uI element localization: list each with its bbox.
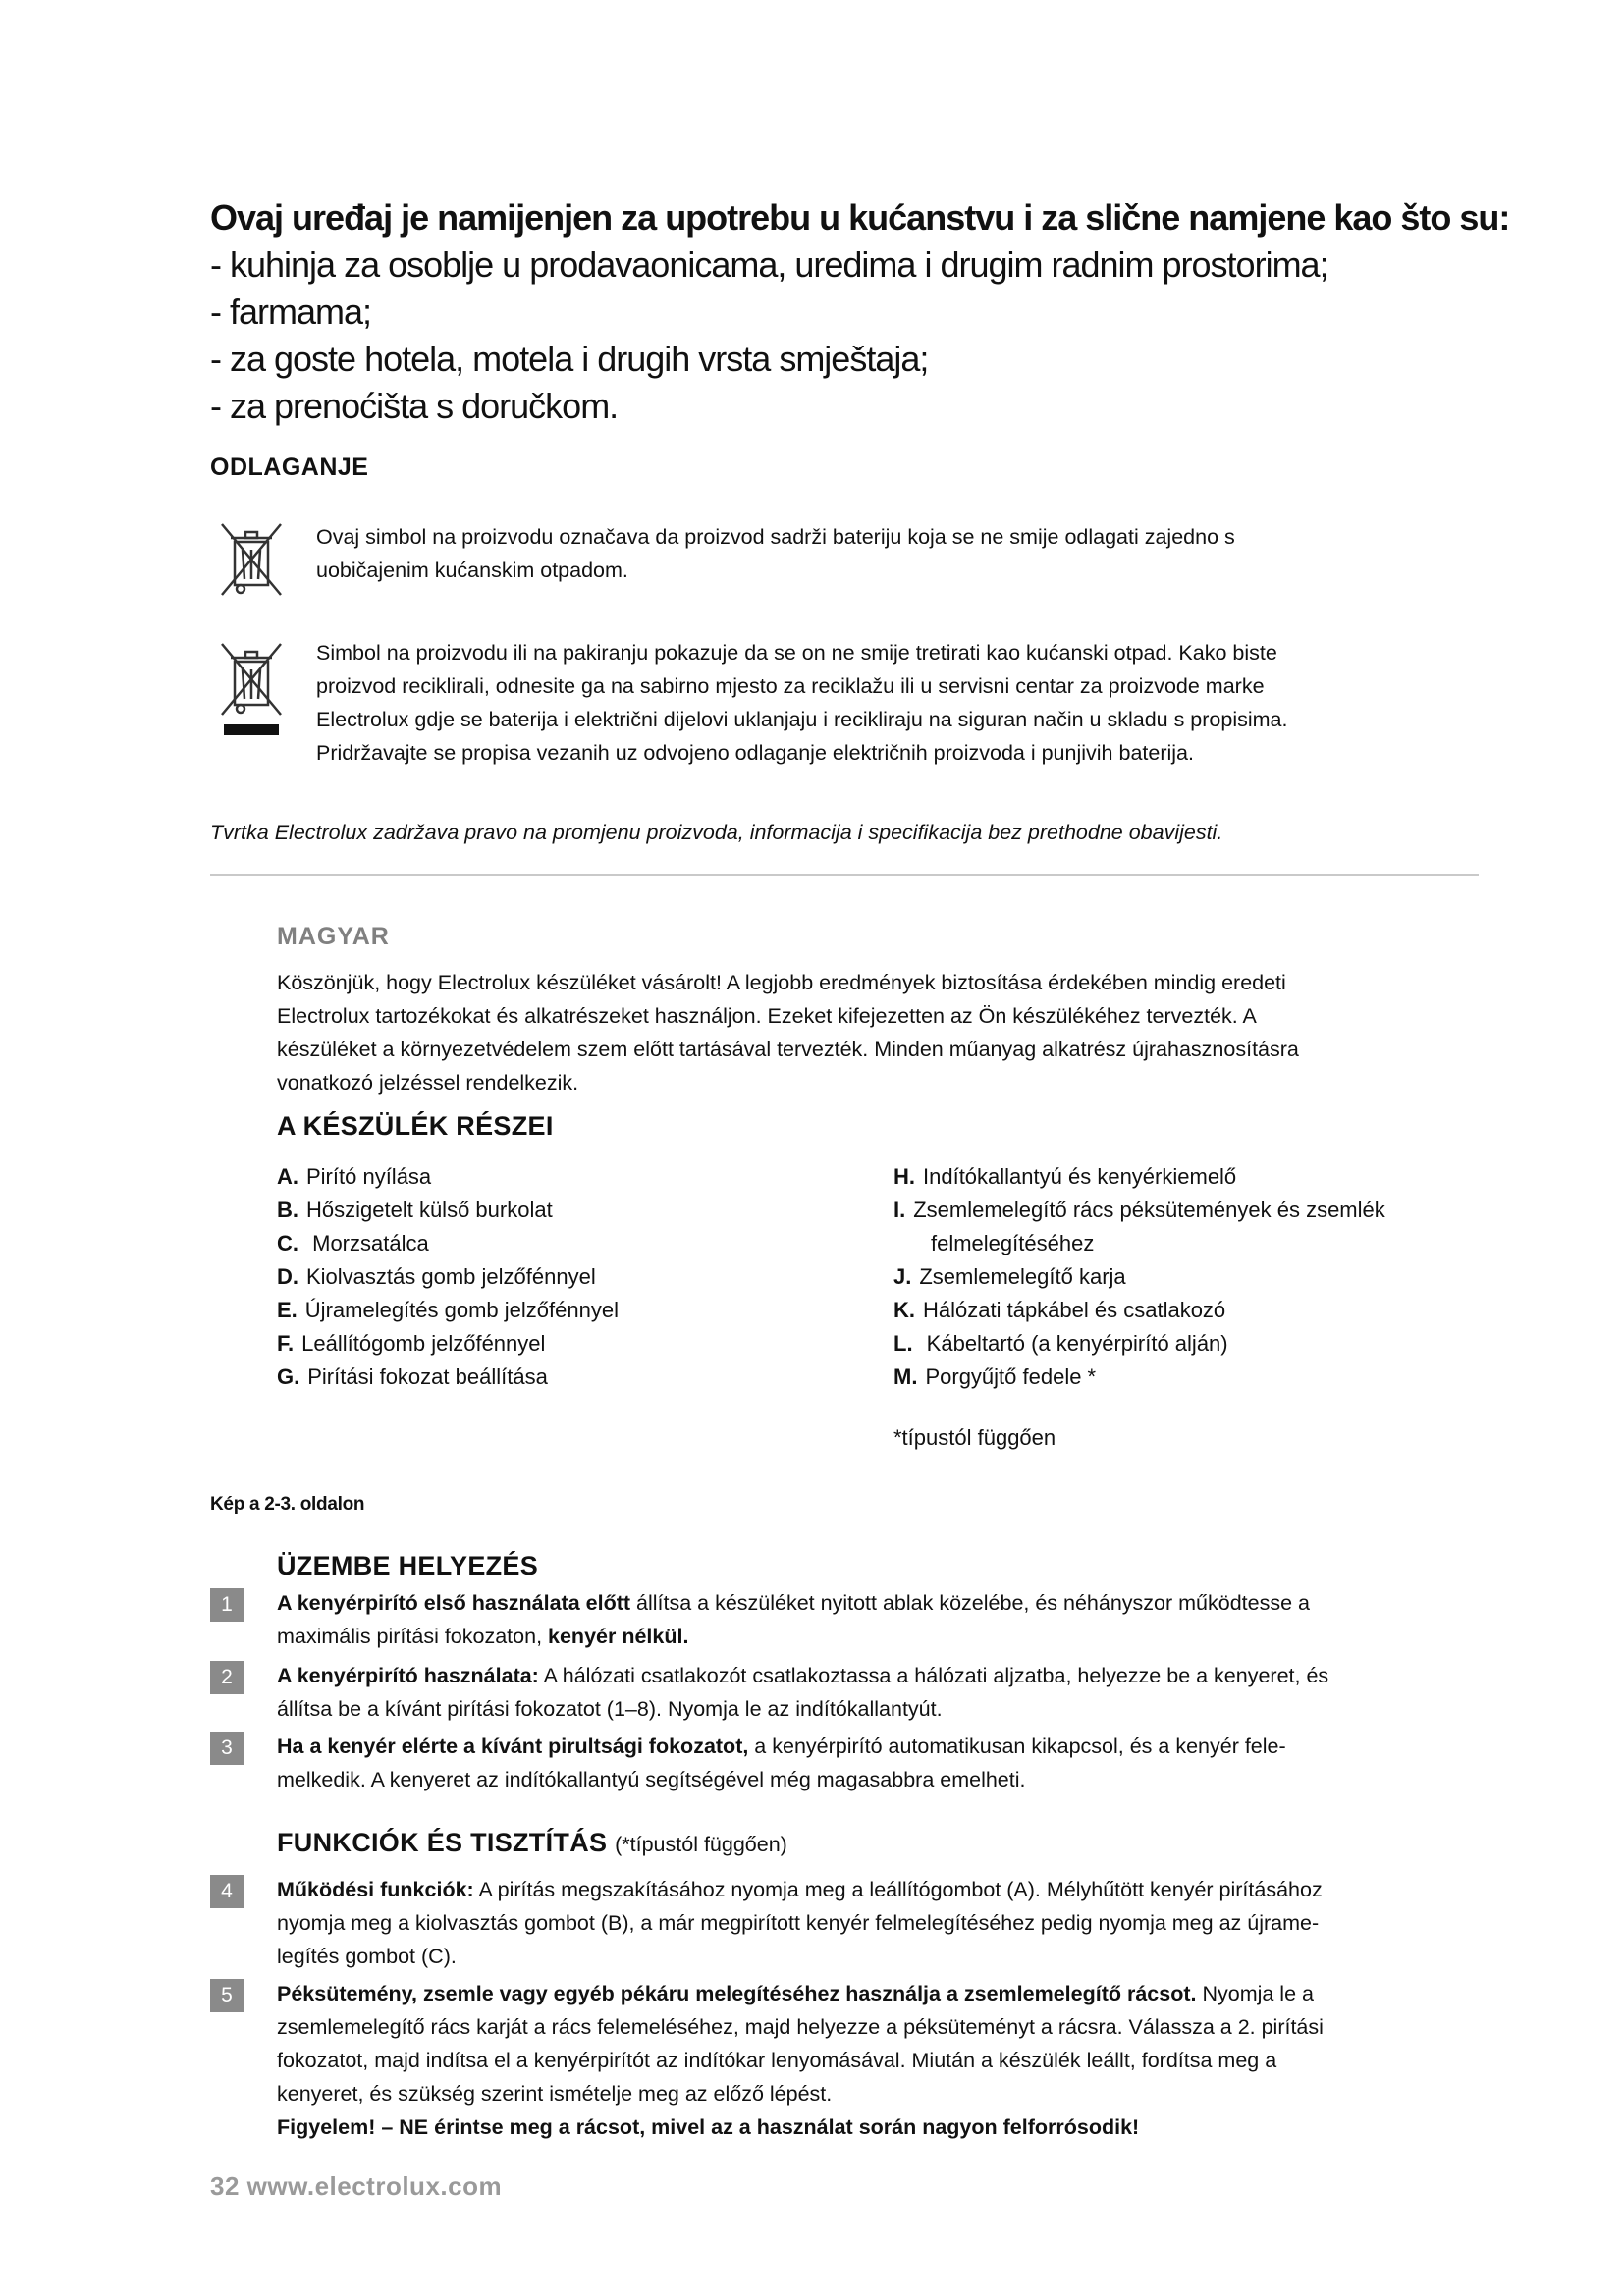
page-footer: 32 www.electrolux.com (210, 2171, 503, 2201)
step-line: fokozatot, majd indítsa el a kenyérpirítót az indítókar lenyomásával. Miután a készülék leállt, fordítsa meg a (277, 2049, 1277, 2072)
intended-use-item: - za goste hotela, motela i drugih vrsta smještaja; (210, 339, 929, 379)
intended-use-item: - za prenoćišta s doručkom. (210, 386, 619, 426)
part-item: L. Kábeltartó (a kenyérpirító alján) (893, 1331, 1228, 1356)
step-number: 4 (210, 1875, 244, 1908)
step-text (277, 1730, 1480, 1796)
disposal-text-weee: Simbol na proizvodu ili na pakiranju pokazuje da se on ne smije tretirati kao kućanski otpad. Kako biste proizvod reciklirali, odnesite ga na sabirno mjesto za reciklažu ili u servisni centar za proizvode marke Electrolux gdje se baterija i električni dijelovi uklanjaju i recikliraju na siguran način u skladu s propisima. Pridržavajte se propisa vezanih uz odvojeno odlaganje električnih proizvoda i punjivih baterija. (316, 641, 1288, 765)
parts-list-left (277, 1160, 619, 1394)
parts-heading: A KÉSZÜLÉK RÉSZEI (277, 1111, 554, 1141)
step-line: legítés gombot (C). (277, 1945, 457, 1968)
language-heading: MAGYAR (277, 923, 390, 950)
part-item-continued: felmelegítéséhez (931, 1231, 1095, 1255)
part-item: H. Indítókallantyú és kenyérkiemelő (893, 1164, 1237, 1189)
part-item: F. Leállítógomb jelzőfénnyel (277, 1331, 546, 1356)
part-item: I. Zsemlemelegítő rács péksütemények és zsemlék (893, 1198, 1385, 1222)
step-line: Ha a kenyér elérte a kívánt pirultsági fokozatot, a kenyérpirító automatikusan kikapcsol, és a kenyér fele- (277, 1735, 1286, 1758)
hungarian-intro: Köszönjük, hogy Electrolux készüléket vásárolt! A legjobb eredmények biztosítása érdekében mindig eredeti Electrolux tartozékokat és alkatrészeket használjon. Ezeket kifejezetten az Ön készülékéhez tervezték. A készüléket a környezetvédelem szem előtt tartásával tervezték. Minden műanyag alkatrész újrahasznosításra vonatkozó jelzéssel rendelkezik. (277, 971, 1299, 1095)
change-notice: Tvrtka Electrolux zadržava pravo na promjenu proizvoda, informacija i specifikacija bez prethodne obavijesti. (210, 821, 1223, 844)
intended-use-item: - kuhinja za osoblje u prodavaonicama, uredima i drugim radnim prostorima; (210, 244, 1328, 285)
parts-list-right (893, 1160, 1385, 1394)
part-item: A. Pirító nyílása (277, 1164, 432, 1189)
step-text (277, 1659, 1480, 1726)
crossed-bin-icon (218, 520, 285, 599)
part-item: D. Kiolvasztás gomb jelzőfénnyel (277, 1264, 596, 1289)
step-number: 3 (210, 1732, 244, 1765)
figure-reference: Kép a 2-3. oldalon (210, 1494, 365, 1515)
step-text (277, 1977, 1480, 2144)
step-number: 1 (210, 1588, 244, 1622)
step-number: 2 (210, 1661, 244, 1694)
setup-heading: ÜZEMBE HELYEZÉS (277, 1551, 539, 1580)
step-text (277, 1873, 1480, 1973)
part-item: G. Pirítási fokozat beállítása (277, 1364, 548, 1389)
part-item: E. Újramelegítés gomb jelzőfénnyel (277, 1298, 619, 1322)
part-item: B. Hőszigetelt külső burkolat (277, 1198, 553, 1222)
part-item: J. Zsemlemelegítő karja (893, 1264, 1126, 1289)
parts-footnote: *típustól függően (893, 1425, 1056, 1450)
step-line: nyomja meg a kiolvasztás gombot (B), a már megpirított kenyér felmelegítéséhez pedig nyomja meg az újrame- (277, 1911, 1320, 1935)
step-line: Figyelem! – NE érintse meg a rácsot, mivel az a használat során nagyon felforrósodik! (277, 2115, 1140, 2139)
step-line: maximális pirítási fokozaton, kenyér nélkül. (277, 1625, 689, 1648)
intended-use-item: - farmama; (210, 292, 372, 332)
disposal-heading: ODLAGANJE (210, 454, 369, 481)
step-line: A kenyérpirító használata: A hálózati csatlakozót csatlakoztassa a hálózati aljzatba, helyezze be a kenyeret, és (277, 1664, 1329, 1687)
part-item: K. Hálózati tápkábel és csatlakozó (893, 1298, 1226, 1322)
step-line: Péksütemény, zsemle vagy egyéb pékáru melegítéséhez használja a zsemlemelegítő rácsot. Nyomja le a (277, 1982, 1314, 2005)
part-item: C. Morzsatálca (277, 1231, 429, 1255)
step-line: melkedik. A kenyeret az indítókallantyú segítségével még magasabbra emelheti. (277, 1768, 1026, 1791)
step-line: A kenyérpirító első használata előtt állítsa a készüléket nyitott ablak közelébe, és néhányszor működtesse a (277, 1591, 1310, 1615)
part-item: M. Porgyűjtő fedele * (893, 1364, 1097, 1389)
step-line: Működési funkciók: A pirítás megszakításához nyomja meg a leállítógombot (A). Mélyhűtött kenyér pirításához (277, 1878, 1323, 1901)
intended-use-lead: Ovaj uređaj je namijenjen za upotrebu u kućanstvu i za slične namjene kao što su: (210, 197, 1510, 238)
step-line: zsemlemelegítő rács karját a rács felemeléséhez, majd helyezze a péksüteményt a rácsra. Válassza a 2. pirítási (277, 2015, 1324, 2039)
step-line: kenyeret, és szükség szerint ismételje meg az előző lépést. (277, 2082, 833, 2106)
step-text (277, 1586, 1480, 1653)
intended-use-block (210, 194, 1516, 430)
section-divider (210, 874, 1479, 876)
crossed-bin-bar-icon (218, 640, 285, 738)
disposal-text-battery: Ovaj simbol na proizvodu označava da proizvod sadrži bateriju koja se ne smije odlagati zajedno s uobičajenim kućanskim otpadom. (316, 525, 1235, 582)
step-line: állítsa be a kívánt pirítási fokozatot (1–8). Nyomja le az indítókallantyút. (277, 1697, 943, 1721)
step-number: 5 (210, 1979, 244, 2012)
functions-heading: FUNKCIÓK ÉS TISZTÍTÁS (*típustól függően) (277, 1828, 787, 1857)
